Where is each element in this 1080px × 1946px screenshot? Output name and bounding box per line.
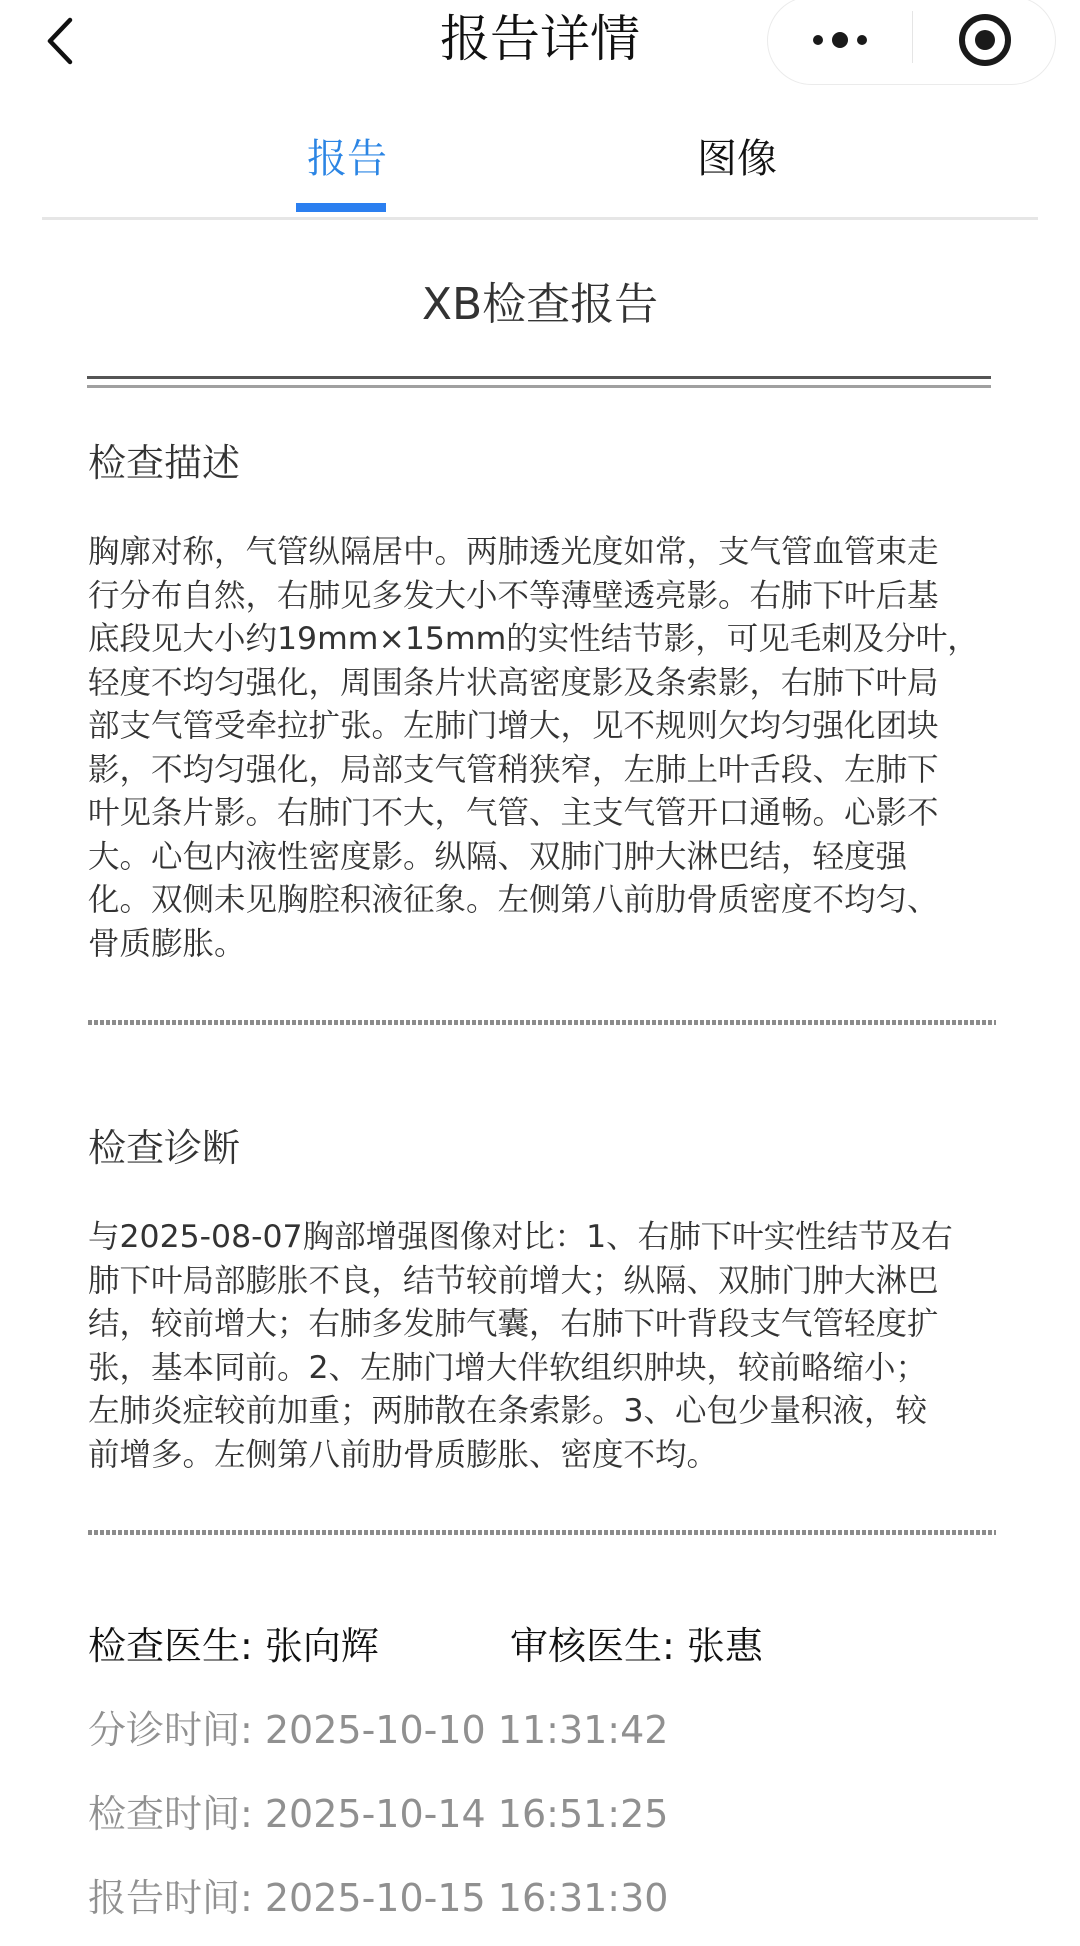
description-line: 大。心包内液性密度影。纵隔、双肺门肿大淋巴结，轻度强 <box>88 838 908 875</box>
section-divider <box>88 1020 996 1025</box>
target-circle-icon <box>957 12 1013 68</box>
more-dots-icon <box>810 30 870 50</box>
diagnosis-line: 与2025-08-07胸部增强图像对比：1、右肺下叶实性结节及右 <box>88 1219 953 1255</box>
description-text <box>88 531 1000 966</box>
section-divider <box>88 1530 996 1535</box>
exam-time: 检查时间: 2025-10-14 16:51:25 <box>88 1792 669 1836</box>
description-line: 轻度不均匀强化，周围条片状高密度影及条索影，右肺下叶局 <box>88 664 939 701</box>
diagnosis-line: 张，基本同前。2、左肺门增大伴软组织肿块，较前略缩小； <box>88 1349 928 1386</box>
active-tab-indicator <box>296 203 386 212</box>
report-time: 报告时间: 2025-10-15 16:31:30 <box>88 1876 669 1920</box>
triage-time: 分诊时间: 2025-10-10 11:31:42 <box>88 1708 669 1752</box>
navigation-bar <box>0 0 1080 80</box>
page-title: 报告详情 <box>440 10 640 68</box>
close-button[interactable] <box>913 0 1057 83</box>
reviewing-doctor: 审核医生: 张惠 <box>510 1624 763 1668</box>
diagnosis-line: 左肺炎症较前加重；两肺散在条索影。3、心包少量积液，较 <box>88 1393 928 1429</box>
description-line: 底段见大小约19mm×15mm的实性结节影，可见毛刺及分叶， <box>88 621 979 657</box>
description-line: 胸廓对称，气管纵隔居中。两肺透光度如常，支气管血管束走 <box>88 534 939 570</box>
description-line: 化。双侧未见胸腔积液征象。左侧第八前肋骨质密度不均匀、 <box>88 882 939 918</box>
tab-image[interactable]: 图像 <box>697 136 777 182</box>
mini-program-capsule <box>767 0 1056 85</box>
description-line: 骨质膨胀。 <box>88 925 246 962</box>
description-line: 影，不均匀强化，局部支气管稍狭窄，左肺上叶舌段、左肺下 <box>88 751 939 788</box>
diagnosis-text <box>88 1216 1000 1477</box>
title-divider-top <box>87 376 991 379</box>
diagnosis-line: 前增多。左侧第八前肋骨质膨胀、密度不均。 <box>88 1436 719 1473</box>
examining-doctor: 检查医生: 张向辉 <box>88 1624 379 1668</box>
tab-report[interactable]: 报告 <box>307 136 387 182</box>
title-divider-bottom <box>87 385 991 388</box>
report-title: XB检查报告 <box>421 279 659 330</box>
description-line: 叶见条片影。右肺门不大，气管、主支气管开口通畅。心影不 <box>88 795 939 831</box>
description-heading: 检查描述 <box>88 441 241 485</box>
tab-bar <box>42 110 1038 220</box>
diagnosis-line: 肺下叶局部膨胀不良，结节较前增大；纵隔、双肺门肿大淋巴 <box>88 1262 939 1299</box>
diagnosis-heading: 检查诊断 <box>88 1126 241 1170</box>
more-button[interactable] <box>768 0 912 83</box>
description-line: 部支气管受牵拉扩张。左肺门增大，见不规则欠均匀强化团块 <box>88 708 939 744</box>
description-line: 行分布自然，右肺见多发大小不等薄壁透亮影。右肺下叶后基 <box>88 577 939 614</box>
diagnosis-line: 结，较前增大；右肺多发肺气囊，右肺下叶背段支气管轻度扩 <box>88 1306 939 1342</box>
